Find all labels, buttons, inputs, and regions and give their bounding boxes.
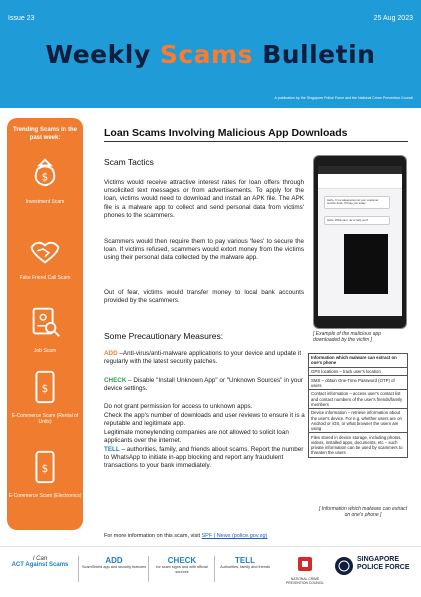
malware-info-table xyxy=(308,353,408,458)
svg-text:$: $ xyxy=(41,171,49,184)
spf-crest-icon xyxy=(334,556,354,576)
trending-scams-sidebar xyxy=(7,118,83,530)
svg-text:$: $ xyxy=(41,382,49,395)
more-info-line: For more information on this scam, visit SPF | News (police.gov.sg) xyxy=(104,533,268,539)
scam-tactics-heading: Scam Tactics xyxy=(104,157,154,167)
act-against-scams-logo: I Can ACT Against Scams xyxy=(11,556,69,568)
phone-caption: [ Example of the malicious app downloaded by the victim ] xyxy=(313,331,382,343)
measure-add: ADD –Anti-virus/anti-malware applications to your device and update it regularly with the latest security patches. xyxy=(104,350,302,366)
footer-add: ADD ScamShield app and security features xyxy=(82,556,146,569)
bulletin-header xyxy=(0,0,421,108)
money-bag-icon xyxy=(26,154,64,192)
ecommerce-phone-icon xyxy=(26,448,64,486)
sidebar-item-investment: $ Investment Scam xyxy=(7,154,83,205)
measure-reviews: Check the app's number of downloads and user reviews to ensure it is a reputable and legitimate app. xyxy=(104,412,305,428)
table-row: GPS locations – track user's location xyxy=(309,367,408,376)
spf-news-link[interactable]: SPF | News (police.gov.sg) xyxy=(201,533,268,539)
article-paragraph: Out of fear, victims would transfer money to local bank accounts provided by the scammers. xyxy=(104,289,304,305)
ncpc-logo: NATIONAL CRIME PREVENTION COUNCIL xyxy=(280,556,330,585)
ecommerce-phone-icon xyxy=(26,368,64,406)
article-paragraph: Victims would receive attractive interest rates for loan offers through unsolicited text messages or from advertisements. To apply for the loan, victims would need to download and install an APK file. The APK file is a malware app to collect and send personal data from victims' phones to the scammers. xyxy=(104,179,304,219)
table-caption: [ Information which malware can extract on one's phone ] xyxy=(318,506,408,518)
measure-permissions: Do not grant permission for access to unknown apps. xyxy=(104,403,253,410)
publisher-line: A publication by the Singapore Police Force and the National Crime Prevention Council xyxy=(274,96,413,100)
footer-tell: TELL Authorities, family and friends xyxy=(220,556,270,569)
table-row: Files stored in device storage, including photos, videos, installed apps, documents, etc – such private information can be used by scammers to threaten the users xyxy=(309,433,408,457)
title-divider xyxy=(104,141,408,142)
chat-bubble: Hello, What can I do to help you? xyxy=(324,216,390,225)
sidebar-title: Trending Scams in the past week: xyxy=(12,127,77,141)
table-header: Information which malware can extract on one's phone xyxy=(309,354,408,368)
article-paragraph: Scammers would then require them to pay various 'fees' to secure the loan. If victims refused, scammers would extort money from the victims using their personal data collected by the malware app. xyxy=(104,238,304,262)
footer-check: CHECK for scam signs and with official sources xyxy=(156,556,208,574)
table-row: Device information – retrieve information about the user's device. For e.g. whether users are on Android or iOS, or what browser the users are using xyxy=(309,409,408,433)
measure-legit-lenders: Legitimate moneylending companies are not allowed to solicit loan applicants over the internet. xyxy=(104,429,289,445)
svg-text:$: $ xyxy=(41,462,49,475)
handshake-icon xyxy=(26,230,64,268)
malicious-app-screenshot xyxy=(313,155,407,329)
ncpc-emblem-icon xyxy=(297,556,313,572)
bulletin-title: Weekly Scams Bulletin xyxy=(45,40,376,69)
spf-logo: SINGAPORE POLICE FORCE xyxy=(334,556,416,576)
phone-screen xyxy=(318,166,402,316)
redacted-area xyxy=(344,234,388,294)
table-row: Contact information – access user's contact list and contact numbers of the user's friends/family members xyxy=(309,390,408,409)
sidebar-item-fake-friend: Fake Friend Call Scam xyxy=(7,230,83,281)
sidebar-item-job: Job Scam xyxy=(7,303,83,354)
article-title: Loan Scams Involving Malicious App Downloads xyxy=(104,127,348,139)
measure-tell: TELL – authorities, family, and friends about scams. Report the number to WhatsApp to initiate in-app blocking and report any fraudulent transactions to your bank immediately. xyxy=(104,446,304,470)
measure-check: CHECK – Disable "Install Unknown App" or "Unknown Sources" in your device settings. xyxy=(104,377,303,393)
issue-date: 25 Aug 2023 xyxy=(373,15,413,22)
precautions-heading: Some Precautionary Measures: xyxy=(104,331,224,341)
job-search-icon xyxy=(26,303,64,341)
issue-number: Issue 23 xyxy=(8,15,35,22)
chat-bubble: Hello, I'm a salesperson at your customer service desk. I'll help you today. xyxy=(324,196,390,209)
sidebar-item-ecommerce-rental: $ E-Commerce Scam (Rental of Units) xyxy=(7,368,83,425)
sidebar-item-ecommerce-electronics: $ E-Commerce Scam (Electronics) xyxy=(7,448,83,499)
table-row: SMS – obtain One-Time Password (OTP) of users xyxy=(309,376,408,390)
